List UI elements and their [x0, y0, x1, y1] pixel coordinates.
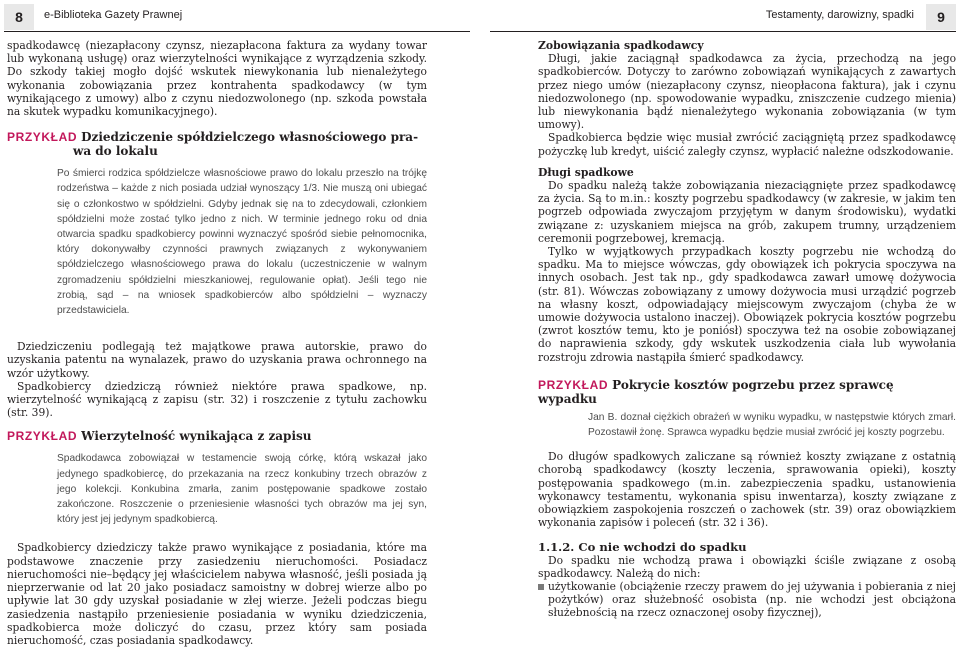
example-title-continuation: wa do lokalu [73, 144, 158, 159]
paragraph: Do spadku nie wchodzą prawa i obowiązki ściśle związane z osobą spadkodawcy. Należą do nich: [538, 553, 956, 580]
section-subheading: Długi spadkowe [538, 165, 634, 179]
example-heading [7, 130, 427, 158]
paragraph: Spadkobiercy dziedziczą również niektóre prawa spadkowe, np. wierzytelność wynikającą z zapisu (str. 32) i roszczenie z tytułu zachowku (str. 39). [7, 379, 427, 420]
paragraph: Do spadku należą także zobowiązania niezaciągnięte przez spadkodawcę za życia. Są to m.in.: koszty pogrzebu spadkodawcy (w zakresie, w jakim ten pogrzeb odpowiada zwyczajom przyjętym w danym środowisku), wydatki związane z: uzyskaniem miejsca na grób, zakupem trumny, urządzeniem ceremonii pogrzebowej, kremacją. [538, 179, 956, 245]
paragraph: Tylko w wyjątkowych przypadkach koszty pogrzebu nie wchodzą do spadku. Ma to miejsce wówczas, gdy obowiązek ich pokrycia spoczywa na innych osobach. Jest tak np., gdy spadkodawca zawarł umowę dożywocia (str. 81). Wówczas zobowiązany z umowy dożywocia musi urządzić pogrzeb na własny koszt, odpowiadający miejscowym zwyczajom (chyba że w umowie dożywocia ustalono inaczej). Obowiązek pokrycia kosztów pogrzebu (zwrot kosztów temu, kto je poniósł) spoczywa też na osobie zobowiązanej do naprawienia szkody, gdy wskutek uszkodzenia ciała lub wywołania rozstroju zdrowia nastąpiła śmierć spadkodawcy. [538, 245, 956, 364]
example-keyword: PRZYKŁAD [538, 377, 609, 392]
example-body: Spadkodawca zobowiązał w testamencie swoją córkę, którą wskazał jako jedynego spadkobiercę, do przekazania na rzecz konkubiny trzech obrazów z jego kolekcji. Konkubina zmarła, zanim postępowanie spadkowe zostało zakończone. Roszczenie o przeniesienie własności tych obrazów ma jej syn, który jest jej jedynym spadkobiercą. [57, 453, 427, 526]
section-title: Co nie wchodzi do spadku [578, 539, 747, 554]
example-heading [7, 429, 427, 443]
right-header-rule [490, 31, 956, 32]
paragraph: Spadkobierca będzie więc musiał zwrócić zaciągniętą przez spadkodawcę pożyczkę lub kredyt, uiścić zaległy czynsz, wypłacić należne odszkodowanie. [538, 131, 956, 158]
example-body: Po śmierci rodzica spółdzielcze własnościowe prawo do lokalu przeszło na trójkę rodzeństwa – każde z nich posiada udział wynoszący 1/3. Nie muszą oni ubiegać się o członkostwo w spółdzielni. Gdyby jednak się na to zdecydowali, członkiem spółdzielni może zostać tylko jedno z nich. W terminie jednego roku od dnia otwarcia spadku spadkobiercy powinni wyznaczyć spośród siebie pełnomocnika, który dokonywałby czynności prawnych związanych z wykonywaniem spółdzielczego własnościowego prawa do lokalu (uczestniczenie w walnym zgromadzeniu spółdzielni mieszkaniowej, regulowanie opłat). Jeśli tego nie zrobią, sąd – na wniosek spadkobierców albo spółdzielni – wyznaczy przedstawiciela. [57, 168, 427, 317]
section-heading [538, 540, 956, 554]
section-number: 1.1.2. [538, 539, 575, 554]
left-page-number: 8 [4, 4, 34, 30]
example-title: Wierzytelność wynikająca z zapisu [81, 429, 312, 444]
left-header-rule [4, 31, 470, 32]
paragraph: spadkodawcę (niezapłacony czynsz, niezapłacona faktura za wydany towar lub wykonaną usługę) oraz wierzytelności wynikające z wyrządzenia szkody. Do szkody takiej mogło dojść wskutek niewykonania lub nienależytego wykonania zobowiązania przez kontrahenta spadkodawcy (w tym wynikającego z umowy) albo z czynu niedozwolonego (np. szkoda powstała na skutek wypadku komunikacyjnego). [7, 39, 427, 119]
example-heading [538, 378, 956, 406]
right-page-number: 9 [926, 4, 956, 30]
paragraph: Do długów spadkowych zaliczane są również koszty związane z ostatnią chorobą spadkodawcy (koszty leczenia, sprawowania opieki), koszty postępowania spadkowego (m.in. zabezpieczenia spadku, ustanowienia wykonawcy testamentu, wykonania spisu inwentarza), koszty związane z obowiązkiem zaspokojenia roszczeń o zachowek (str. 39) oraz obowiązkiem wykonania zapisów i poleceń (str. 32 i 36). [538, 450, 956, 530]
example-title: Pokrycie kosztów pogrzebu przez sprawcę wypadku [538, 377, 894, 406]
example-keyword: PRZYKŁAD [7, 130, 78, 145]
paragraph: Długi, jakie zaciągnął spadkodawca za życia, przechodzą na jego spadkobierców. Dotyczy to zarówno zobowiązań wynikających z zawartych przez niego umów (niezapłacony czynsz, nieopłacona faktura), jak i czynu niedozwolonego (np. spowodowanie wypadku, zniszczenie cudzego mienia) lub niewykonania bądź nienależytego wykonania zobowiązania (w tym umowy). [538, 52, 956, 132]
example-title: Dziedziczenie spółdzielczego własnościowego pra- [81, 130, 419, 145]
paragraph: Spadkobiercy dziedziczy także prawo wynikające z posiadania, które ma podstawowe znaczenie przy zasiedzeniu nieruchomości. Posiadacz nieruchomości nie–będący jej właścicielem nabywa własność, jeśli posiada ją nieprzerwanie od lat 20 jako posiadacz samoistny w dobrej wierze albo po upływie lat 30 gdy uzyskał posiadanie w złej wierze. Jeżeli podczas biegu zasiedzenia nastąpiło przeniesienie posiadania w wyniku dziedziczenia, spadkobierca może doliczyć do czasu, przez który sam posiada nieruchomość, czas posiadania spadkodawcy. [7, 541, 427, 647]
left-page-column [7, 39, 427, 647]
left-running-title: e-Biblioteka Gazety Prawnej [44, 9, 183, 21]
example-keyword: PRZYKŁAD [7, 429, 78, 444]
right-running-title: Testamenty, darowizny, spadki [765, 9, 914, 21]
bullet-item: użytkowanie (obciążenie rzeczy prawem do jej używania i pobierania z niej pożytków) oraz służebność osobista (np. nie wchodzi jest obciążona służebnością na rzecz oznaczonej osoby fizycznej), [538, 580, 956, 620]
paragraph: Dziedziczeniu podlegają też majątkowe prawa autorskie, prawo do uzyskania patentu na wynalazek, prawo do uzyskania prawa ochronnego na wzór użytkowy. [7, 340, 427, 380]
example-body: Jan B. doznał ciężkich obrażeń w wyniku wypadku, w następstwie których zmarł. Pozostawił żonę. Sprawca wypadku będzie musiał zwrócić jej koszty pogrzebu. [588, 411, 956, 439]
section-subheading: Zobowiązania spadkodawcy [538, 39, 704, 52]
right-page-column [538, 39, 956, 620]
